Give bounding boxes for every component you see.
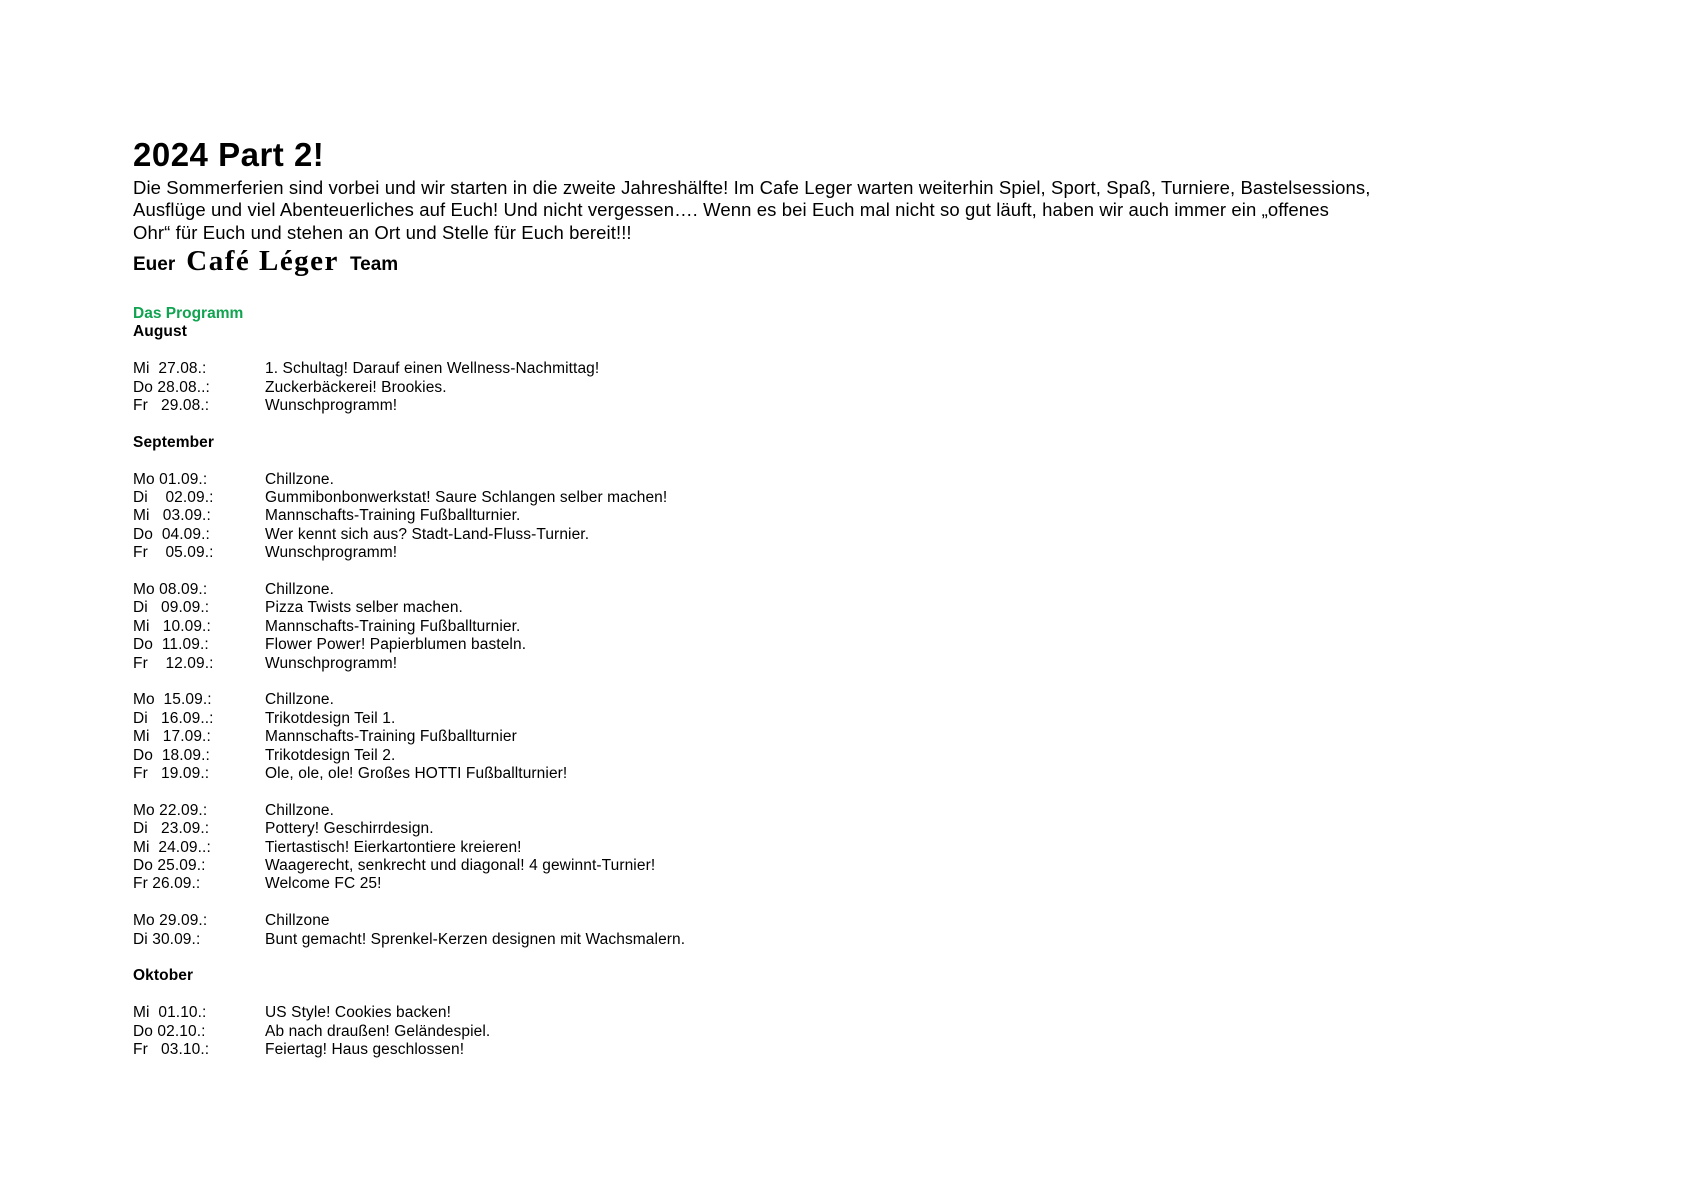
- schedule-activity: Trikotdesign Teil 1.: [265, 709, 396, 727]
- schedule-row: [133, 691, 1443, 709]
- schedule-activity: Mannschafts-Training Fußballturnier: [265, 728, 517, 746]
- schedule-date: Mi 03.09.:: [133, 507, 211, 525]
- schedule-row: [133, 379, 1443, 397]
- week-group: [133, 1004, 1443, 1059]
- schedule-activity: Ole, ole, ole! Großes HOTTI Fußballturnier!: [265, 764, 568, 782]
- schedule-activity: Gummibonbonwerkstat! Saure Schlangen selber machen!: [265, 488, 668, 506]
- page-title: 2024 Part 2!: [133, 136, 325, 173]
- schedule-row: [133, 544, 1443, 562]
- schedule-date: Mo 29.09.:: [133, 912, 208, 930]
- schedule-activity: Zuckerbäckerei! Brookies.: [265, 378, 447, 396]
- schedule-row: [133, 710, 1443, 728]
- schedule-activity: Waagerecht, senkrecht und diagonal! 4 gewinnt-Turnier!: [265, 856, 656, 874]
- intro-line: Ausflüge und viel Abenteuerliches auf Euch! Und nicht vergessen…. Wenn es bei Euch mal nicht so gut läuft, haben wir auch immer ein „offenes: [133, 199, 1329, 221]
- schedule-date: Mi 27.08.:: [133, 360, 207, 378]
- schedule-date: Do 02.10.:: [133, 1022, 206, 1040]
- program-heading: Das Programm: [133, 304, 244, 322]
- schedule-activity: Feiertag! Haus geschlossen!: [265, 1041, 465, 1058]
- schedule-activity: Mannschafts-Training Fußballturnier.: [265, 617, 521, 635]
- schedule-row: [133, 839, 1443, 857]
- schedule-date: Mi 24.09..:: [133, 838, 211, 856]
- brand-name: Café Léger: [186, 244, 339, 277]
- schedule-date: Fr 12.09.:: [133, 654, 214, 672]
- intro-line: Ohr“ für Euch und stehen an Ort und Stelle für Euch bereit!!!: [133, 221, 632, 243]
- schedule-date: Do 04.09.:: [133, 525, 210, 543]
- schedule-months: [133, 323, 1443, 1059]
- schedule-activity: Chillzone.: [265, 470, 335, 488]
- schedule-row: [133, 526, 1443, 544]
- week-group: [133, 691, 1443, 783]
- intro-line: Die Sommerferien sind vorbei und wir starten in die zweite Jahreshälfte! Im Cafe Leger warten weiterhin Spiel, Sport, Spaß, Turniere, Bastelsessions,: [133, 177, 1371, 198]
- signature-line: [133, 245, 1443, 283]
- schedule-row: [133, 728, 1443, 746]
- schedule-activity: Wunschprogramm!: [265, 396, 398, 414]
- schedule-date: Do 25.09.:: [133, 856, 206, 874]
- schedule-date: Mi 17.09.:: [133, 728, 211, 746]
- document-content: [133, 136, 1443, 1059]
- schedule-row: [133, 875, 1443, 893]
- schedule-date: Do 11.09.:: [133, 636, 209, 654]
- schedule-row: [133, 360, 1443, 378]
- schedule-activity: Pizza Twists selber machen.: [265, 599, 463, 617]
- schedule-row: [133, 765, 1443, 783]
- schedule-activity: US Style! Cookies backen!: [265, 1004, 452, 1022]
- schedule-activity: Flower Power! Papierblumen basteln.: [265, 636, 527, 654]
- schedule-row: [133, 1023, 1443, 1041]
- schedule-row: [133, 599, 1443, 617]
- intro-paragraph: [133, 177, 1443, 244]
- schedule-row: [133, 931, 1443, 949]
- schedule-activity: Mannschafts-Training Fußballturnier.: [265, 507, 521, 525]
- schedule-date: Fr 05.09.:: [133, 544, 214, 562]
- schedule-activity: Chillzone.: [265, 801, 335, 819]
- schedule-row: [133, 507, 1443, 525]
- schedule-activity: Pottery! Geschirrdesign.: [265, 820, 434, 838]
- signature-suffix: Team: [349, 253, 399, 275]
- schedule-row: [133, 820, 1443, 838]
- schedule-date: Di 16.09..:: [133, 709, 214, 727]
- schedule-row: [133, 489, 1443, 507]
- schedule-activity: Wer kennt sich aus? Stadt-Land-Fluss-Turnier.: [265, 525, 590, 543]
- schedule-date: Mo 01.09.:: [133, 470, 208, 488]
- month-heading: Oktober: [133, 967, 194, 985]
- schedule-date: Mo 22.09.:: [133, 801, 208, 819]
- week-group: [133, 360, 1443, 415]
- schedule-activity: Welcome FC 25!: [265, 875, 382, 893]
- week-group: [133, 802, 1443, 894]
- week-group: [133, 471, 1443, 563]
- month-heading: August: [133, 323, 187, 341]
- schedule-row: [133, 802, 1443, 820]
- schedule-date: Mo 08.09.:: [133, 580, 208, 598]
- schedule-activity: Tiertastisch! Eierkartontiere kreieren!: [265, 838, 522, 856]
- schedule-row: [133, 1041, 1443, 1059]
- schedule-activity: Trikotdesign Teil 2.: [265, 746, 396, 764]
- schedule-row: [133, 655, 1443, 673]
- schedule-activity: Wunschprogramm!: [265, 544, 398, 562]
- schedule-date: Mi 01.10.:: [133, 1004, 207, 1022]
- schedule-row: [133, 636, 1443, 654]
- schedule-row: [133, 581, 1443, 599]
- schedule-date: Di 23.09.:: [133, 820, 210, 838]
- schedule-activity: Chillzone.: [265, 691, 335, 709]
- month-heading: September: [133, 433, 215, 451]
- schedule-activity: Chillzone: [265, 912, 330, 930]
- schedule-row: [133, 857, 1443, 875]
- schedule-date: Mo 15.09.:: [133, 691, 212, 709]
- schedule-row: [133, 1004, 1443, 1022]
- schedule-activity: 1. Schultag! Darauf einen Wellness-Nachmittag!: [265, 360, 600, 378]
- schedule-activity: Bunt gemacht! Sprenkel-Kerzen designen mit Wachsmalern.: [265, 930, 686, 948]
- schedule-activity: Wunschprogramm!: [265, 654, 398, 672]
- month-oktober: [133, 967, 1443, 1059]
- schedule-date: Di 09.09.:: [133, 599, 210, 617]
- schedule-row: [133, 912, 1443, 930]
- week-group: [133, 912, 1443, 949]
- schedule-row: [133, 471, 1443, 489]
- schedule-date: Do 18.09.:: [133, 746, 210, 764]
- schedule-date: Do 28.08..:: [133, 378, 210, 396]
- month-september: [133, 434, 1443, 949]
- schedule-activity: Ab nach draußen! Geländespiel.: [265, 1022, 491, 1040]
- month-august: [133, 323, 1443, 415]
- schedule-row: [133, 397, 1443, 415]
- schedule-date: Fr 26.09.:: [133, 875, 201, 893]
- schedule-date: Fr 29.08.:: [133, 396, 210, 414]
- schedule-date: Mi 10.09.:: [133, 617, 211, 635]
- schedule-date: Di 30.09.:: [133, 930, 201, 948]
- signature-prefix: Euer: [133, 253, 176, 275]
- schedule-date: Fr 03.10.:: [133, 1041, 210, 1058]
- schedule-activity: Chillzone.: [265, 580, 335, 598]
- schedule-row: [133, 747, 1443, 765]
- schedule-date: Fr 19.09.:: [133, 764, 210, 782]
- schedule-row: [133, 618, 1443, 636]
- week-group: [133, 581, 1443, 673]
- schedule-date: Di 02.09.:: [133, 488, 214, 506]
